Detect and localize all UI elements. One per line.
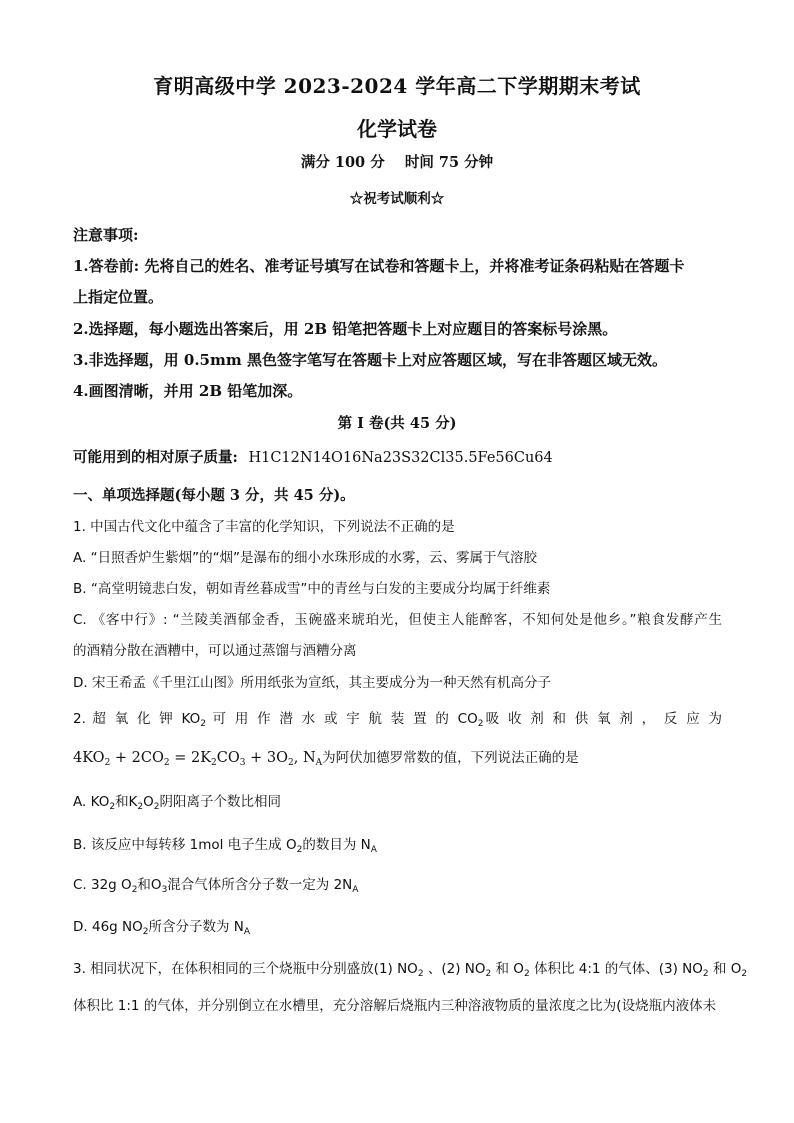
q2-option-a: A. $KO_2$和$K_2O_2$阴阳离子个数比相同 [73,794,282,812]
notice-item-1-cont: 上指定位置。 [73,288,164,306]
part-title: 第 I 卷(共 45 分) [337,415,457,432]
q1-stem: 1. 中国古代文化中蕴含了丰富的化学知识，下列说法不正确的是 [73,519,455,535]
single-choice-heading: 一、单项选择题(每小题 3 分，共 45 分)。 [73,487,355,504]
q3-stem-line1: 3. 相同状况下，在体积相同的三个烧瓶中分别盛放(1) $NO_2$ 、(2) $NO_2$ 和 $O_2$ 体积比 4:1 的气体、(3) $NO_2$ 和 $O_2$ [73,961,748,979]
q2-equation: $4KO_2 + 2CO_2 = 2K_2CO_3 + 3O_2$, $N_A$ [73,750,323,768]
good-luck-line: ☆祝考试顺利☆ [349,191,445,207]
q2-option-c: C. 32g $O_2$和$O_3$混合气体所含分子数一定为 $2N_A$ [73,877,359,895]
notice-item-2: 2.选择题，每小题选出答案后，用 2B 铅笔把答题卡上对应题目的答案标号涂黑。 [73,320,618,338]
q1-option-b: B. “高堂明镜悲白发，朝如青丝暮成雪”中的青丝与白发的主要成分均属于纤维素 [73,581,551,597]
q1-option-a: A. “日照香炉生紫烟”的“烟”是瀑布的细小水珠形成的水雾，云、雾属于气溶胶 [73,550,538,566]
atomic-mass-label: 可能用到的相对原子质量: [73,449,238,466]
notices-heading: 注意事项: [73,226,139,244]
q3-stem-line2: 体积比 1:1 的气体，并分别倒立在水槽里，充分溶解后烧瓶内三种溶液物质的量浓度之比为(设烧瓶内液体未 [73,998,717,1014]
q2-stem-line1: 2. 超 氧 化 钾 $KO_2$ 可 用 作 潜 水 或 宇 航 装 置 的 $CO_2$吸 收 剂 和 供 氧 剂 ， 反 应 为 [73,711,722,729]
exam-title: 育明高级中学 2023-2024 学年高二下学期期末考试 [153,74,641,98]
q2-stem-line2: $4KO_2 + 2CO_2 = 2K_2CO_3 + 3O_2$, $N_A$为阿伏加德罗常数的值，下列说法正确的是 [73,750,579,768]
q2-option-b: B. 该反应中每转移 1mol 电子生成 $O_2$的数目为 $N_A$ [73,837,377,855]
q2-option-d: D. 46g $NO_2$所含分子数为 $N_A$ [73,919,251,937]
subject-title: 化学试卷 [357,117,437,141]
q1-option-c-line2: 的酒精分散在酒糟中，可以通过蒸馏与酒糟分离 [73,643,357,659]
atomic-mass-line [73,446,722,467]
atomic-mass-values: H1C12N14O16Na23S32Cl35.5Fe56Cu64 [248,450,553,466]
notice-item-3: 3.非选择题，用 0.5mm 黑色签字笔写在答题卡上对应答题区域，写在非答题区域无效。 [73,351,667,369]
q1-option-c-line1: C. 《客中行》: “兰陵美酒郁金香，玉碗盛来琥珀光，但使主人能醉客，不知何处是他乡。”粮食发酵产生 [73,612,722,628]
notice-item-1: 1.答卷前: 先将自己的姓名、准考证号填写在试卷和答题卡上，并将准考证条码粘贴在答题卡 [73,257,685,275]
notice-item-4: 4.画图清晰，并用 2B 铅笔加深。 [73,382,303,400]
score-time: 满分 100 分 时间 75 分钟 [300,154,494,171]
q1-option-d: D. 宋王希孟《千里江山图》所用纸张为宣纸，其主要成分为一种天然有机高分子 [73,675,551,691]
